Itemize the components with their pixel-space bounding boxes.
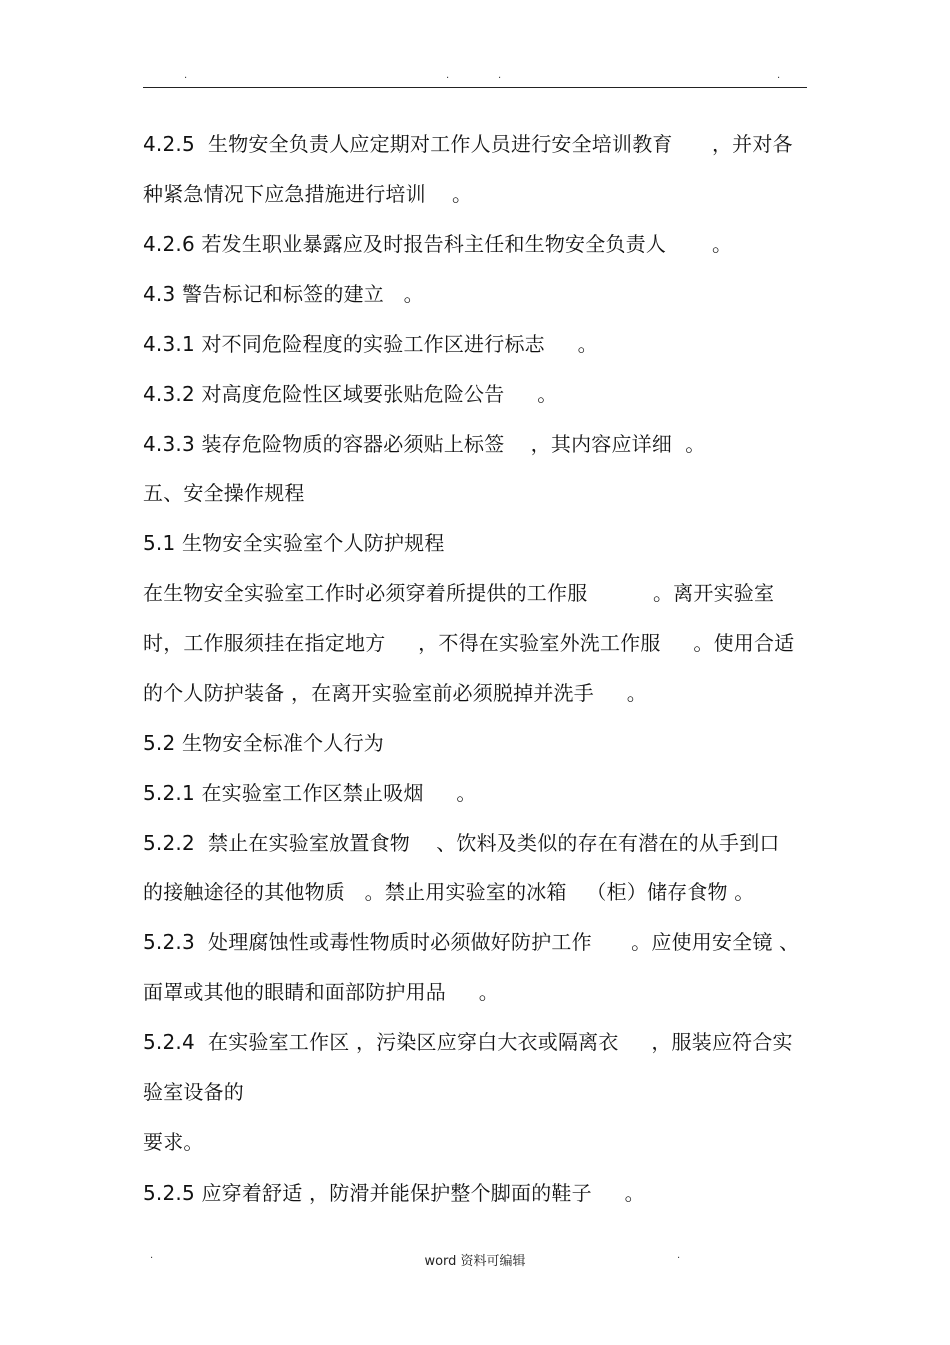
text-line: 5.2.2 禁止在实验室放置食物 、饮料及类似的存在有潜在的从手到口: [143, 831, 780, 855]
header-dot: .: [184, 70, 188, 81]
text-line: 种紧急情况下应急措施进行培训 。: [143, 182, 473, 206]
text-line: 4.2.5 生物安全负责人应定期对工作人员进行安全培训教育 ，并对各: [143, 132, 793, 156]
text-line: 5.2.5 应穿着舒适 ，防滑并能保护整个脚面的鞋子 。: [143, 1181, 645, 1205]
text-line: 5.2.4 在实验室工作区 ，污染区应穿白大衣或隔离衣 ，服装应符合实: [143, 1030, 793, 1054]
text-line: 的接触途径的其他物质 。禁止用实验室的冰箱 （柜）储存食物 。: [143, 880, 755, 904]
text-line: 的个人防护装备 ，在离开实验室前必须脱掉并洗手 。: [143, 681, 647, 705]
text-line: 验室设备的: [143, 1080, 244, 1104]
text-line: 5.2.1 在实验室工作区禁止吸烟 。: [143, 781, 477, 805]
header-dot: .: [446, 70, 450, 81]
text-line: 时，工作服须挂在指定地方 ，不得在实验室外洗工作服 。使用合适: [143, 631, 795, 655]
section-heading: 五、安全操作规程: [143, 481, 305, 505]
text-line: 5.1 生物安全实验室个人防护规程: [143, 531, 445, 555]
text-line: 4.3 警告标记和标签的建立 。: [143, 282, 424, 306]
text-line: 要求。: [143, 1130, 204, 1154]
footer-dot: .: [677, 1250, 681, 1261]
text-line: 4.3.2 对高度危险性区域要张贴危险公告 。: [143, 382, 558, 406]
text-line: 4.2.6 若发生职业暴露应及时报告科主任和生物安全负责人 。: [143, 232, 733, 256]
footer-text: word 资料可编辑: [424, 1254, 526, 1269]
text-line: 4.3.1 对不同危险程度的实验工作区进行标志 。: [143, 332, 598, 356]
text-line: 4.3.3 装存危险物质的容器必须贴上标签 ，其内容应详细 。: [143, 432, 706, 456]
text-line: 在生物安全实验室工作时必须穿着所提供的工作服 。离开实验室: [143, 581, 775, 605]
footer-dot: .: [150, 1250, 154, 1261]
text-line: 面罩或其他的眼睛和面部防护用品 。: [143, 980, 499, 1004]
header-dot: .: [498, 70, 502, 81]
text-line: 5.2.3 处理腐蚀性或毒性物质时必须做好防护工作 。应使用安全镜 、: [143, 930, 800, 954]
header-rule: [143, 87, 807, 88]
header-dot: .: [777, 70, 781, 81]
text-line: 5.2 生物安全标准个人行为: [143, 731, 384, 755]
